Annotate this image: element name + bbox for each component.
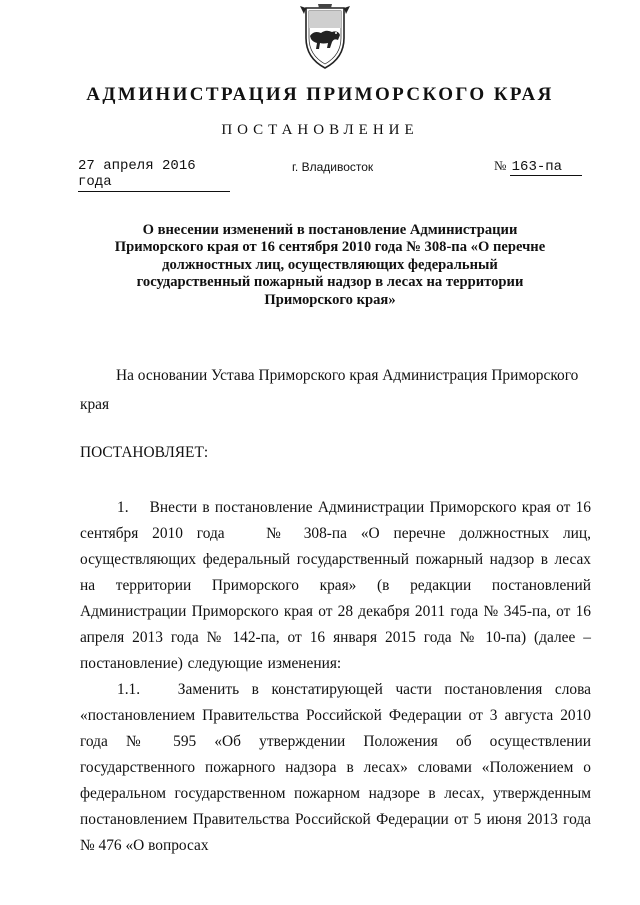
item-1-1-paragraph: 1.1. Заменить в констатирующей части постановления слова «постановлением Правительства Российской Федерации от 3 августа 2010 года № 595 «Об утверждении Положения об осуществлении государственного пожарного надзора в лесах» словами «Положением о федеральном государственном пожарном надзоре в лесах, утвержденным постановлением Правительства Российской Федерации от 5 июня 2013 года № 476 «О вопросах [80,681,591,854]
organization-title: АДМИНИСТРАЦИЯ ПРИМОРСКОГО КРАЯ [86,84,554,105]
document-date [78,158,230,192]
basis-paragraph: На основании Устава Приморского края Администрация Приморского края [80,367,579,413]
item-1-paragraph: 1. Внести в постановление Администрации Приморского края от 16 сентября 2010 года № 308-па «О перечне должностных лиц, осуществляющих федеральный государственный пожарный надзор в лесах на территории Приморского края» (в редакции постановлений Администрации Приморского края от 28 декабря 2011 года № 345-па, от 16 апреля 2013 года № 142-па, от 16 января 2015 года № 10-па) (далее – постановление) следующие изменения: [80,499,591,672]
decree-word: ПОСТАНОВЛЯЕТ: [80,444,209,461]
date-value: 27 апреля 2016 года [78,158,230,192]
coat-of-arms-icon [298,2,352,72]
city-label: г. Владивосток [292,160,374,174]
document-heading: О внесении изменений в постановление Администрации Приморского края от 16 сентября 2010 года № 308-па «О перечне должностных лиц, осуществляющих федеральный государственный пожарный надзор в лесах на территории Приморского края» [114,222,546,308]
document-number [494,158,582,176]
document-type: ПОСТАНОВЛЕНИЕ [221,122,419,138]
number-value: 163-па [510,159,582,176]
number-label: № [494,158,507,173]
